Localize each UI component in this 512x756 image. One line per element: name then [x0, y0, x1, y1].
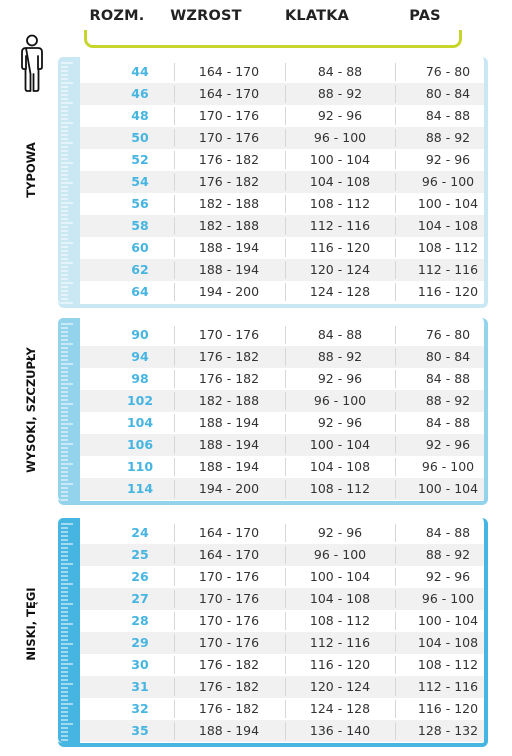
chest-cell: 136 - 140: [309, 723, 371, 738]
waist-cell: 112 - 116: [417, 262, 479, 277]
column-separator: [395, 239, 396, 257]
column-separator: [174, 261, 175, 279]
column-separator: [174, 195, 175, 213]
chest-cell: 108 - 112: [309, 481, 371, 496]
height-cell: 164 - 170: [198, 86, 260, 101]
height-cell: 170 - 176: [198, 327, 260, 342]
waist-cell: 116 - 120: [417, 701, 479, 716]
waist-cell: 116 - 120: [417, 284, 479, 299]
table-row: [80, 676, 484, 698]
chest-cell: 108 - 112: [309, 613, 371, 628]
column-separator: [174, 173, 175, 191]
size-cell: 52: [131, 152, 149, 167]
height-cell: 170 - 176: [198, 591, 260, 606]
waist-cell: 100 - 104: [417, 196, 479, 211]
column-separator: [285, 414, 286, 432]
header-bracket: [84, 30, 462, 48]
column-separator: [395, 63, 396, 81]
chest-cell: 112 - 116: [309, 635, 371, 650]
chest-cell: 92 - 96: [317, 525, 363, 540]
chest-cell: 92 - 96: [317, 108, 363, 123]
chest-cell: 96 - 100: [313, 130, 367, 145]
table-row: [80, 610, 484, 632]
chest-cell: 88 - 92: [317, 86, 363, 101]
table-row: [80, 215, 484, 237]
size-cell: 50: [131, 130, 149, 145]
column-separator: [285, 217, 286, 235]
size-cell: 35: [131, 723, 149, 738]
column-separator: [174, 612, 175, 630]
column-separator: [395, 370, 396, 388]
table-row: [80, 259, 484, 281]
table-row: [80, 522, 484, 544]
size-cell: 90: [131, 327, 149, 342]
chest-cell: 84 - 88: [317, 327, 363, 342]
person-icon: [18, 34, 46, 94]
column-separator: [174, 656, 175, 674]
column-separator: [285, 261, 286, 279]
column-separator: [395, 392, 396, 410]
waist-cell: 88 - 92: [425, 547, 471, 562]
column-separator: [395, 678, 396, 696]
chest-cell: 100 - 104: [309, 569, 371, 584]
size-group: [58, 57, 488, 308]
column-separator: [285, 326, 286, 344]
group-label: NISKI, TĘGI: [24, 587, 38, 661]
table-row: [80, 324, 484, 346]
column-header-height: WZROST: [170, 8, 242, 24]
column-separator: [174, 568, 175, 586]
height-cell: 164 - 170: [198, 525, 260, 540]
column-separator: [395, 151, 396, 169]
size-cell: 58: [131, 218, 149, 233]
height-cell: 176 - 182: [198, 349, 260, 364]
column-separator: [395, 129, 396, 147]
height-cell: 176 - 182: [198, 152, 260, 167]
column-separator: [285, 524, 286, 542]
size-cell: 114: [126, 481, 154, 496]
column-separator: [395, 107, 396, 125]
column-separator: [174, 370, 175, 388]
height-cell: 188 - 194: [198, 459, 260, 474]
column-separator: [285, 392, 286, 410]
height-cell: 182 - 188: [198, 393, 260, 408]
size-cell: 56: [131, 196, 149, 211]
size-cell: 98: [131, 371, 149, 386]
column-separator: [174, 392, 175, 410]
waist-cell: 88 - 92: [425, 130, 471, 145]
size-cell: 102: [126, 393, 154, 408]
chest-cell: 96 - 100: [313, 547, 367, 562]
waist-cell: 108 - 112: [417, 657, 479, 672]
column-separator: [285, 129, 286, 147]
column-separator: [285, 151, 286, 169]
column-separator: [174, 239, 175, 257]
ruler-strip: [58, 318, 80, 501]
column-separator: [395, 656, 396, 674]
column-separator: [395, 85, 396, 103]
column-separator: [285, 678, 286, 696]
column-separator: [395, 612, 396, 630]
column-header-chest: KLATKA: [284, 8, 350, 24]
column-separator: [395, 217, 396, 235]
column-separator: [395, 568, 396, 586]
height-cell: 194 - 200: [198, 481, 260, 496]
height-cell: 170 - 176: [198, 569, 260, 584]
height-cell: 164 - 170: [198, 64, 260, 79]
column-separator: [285, 700, 286, 718]
chest-cell: 120 - 124: [309, 679, 371, 694]
size-cell: 110: [126, 459, 154, 474]
size-group: [58, 318, 488, 505]
table-row: [80, 193, 484, 215]
height-cell: 164 - 170: [198, 547, 260, 562]
size-cell: 30: [131, 657, 149, 672]
ruler-strip: [58, 57, 80, 304]
size-cell: 28: [131, 613, 149, 628]
column-separator: [285, 458, 286, 476]
column-separator: [395, 195, 396, 213]
size-cell: 24: [131, 525, 149, 540]
chest-cell: 112 - 116: [309, 218, 371, 233]
waist-cell: 92 - 96: [425, 152, 471, 167]
column-header-waist: PAS: [409, 8, 441, 24]
height-cell: 188 - 194: [198, 240, 260, 255]
column-separator: [174, 722, 175, 740]
height-cell: 170 - 176: [198, 108, 260, 123]
table-row: [80, 83, 484, 105]
table-row: [80, 412, 484, 434]
table-row: [80, 478, 484, 500]
size-cell: 46: [131, 86, 149, 101]
waist-cell: 100 - 104: [417, 481, 479, 496]
column-separator: [395, 326, 396, 344]
column-separator: [395, 722, 396, 740]
table-row: [80, 390, 484, 412]
waist-cell: 84 - 88: [425, 525, 471, 540]
size-cell: 104: [126, 415, 154, 430]
size-cell: 64: [131, 284, 149, 299]
table-row: [80, 346, 484, 368]
group-label: TYPOWA: [24, 142, 38, 198]
column-separator: [174, 63, 175, 81]
waist-cell: 76 - 80: [425, 327, 471, 342]
waist-cell: 84 - 88: [425, 371, 471, 386]
column-separator: [285, 546, 286, 564]
column-separator: [395, 524, 396, 542]
table-row: [80, 61, 484, 83]
column-separator: [285, 722, 286, 740]
size-cell: 29: [131, 635, 149, 650]
column-separator: [285, 63, 286, 81]
size-group: [58, 518, 488, 747]
size-cell: 62: [131, 262, 149, 277]
size-cell: 31: [131, 679, 149, 694]
height-cell: 188 - 194: [198, 437, 260, 452]
height-cell: 188 - 194: [198, 723, 260, 738]
waist-cell: 96 - 100: [421, 174, 475, 189]
height-cell: 194 - 200: [198, 284, 260, 299]
column-separator: [285, 370, 286, 388]
column-separator: [285, 195, 286, 213]
ruler-strip: [58, 518, 80, 743]
chest-cell: 116 - 120: [309, 240, 371, 255]
table-row: [80, 588, 484, 610]
chest-cell: 92 - 96: [317, 371, 363, 386]
column-separator: [285, 239, 286, 257]
column-separator: [395, 546, 396, 564]
waist-cell: 76 - 80: [425, 64, 471, 79]
size-cell: 44: [131, 64, 149, 79]
table-row: [80, 720, 484, 742]
column-separator: [174, 151, 175, 169]
column-separator: [174, 326, 175, 344]
chest-cell: 104 - 108: [309, 174, 371, 189]
chest-cell: 84 - 88: [317, 64, 363, 79]
table-row: [80, 171, 484, 193]
waist-cell: 92 - 96: [425, 569, 471, 584]
waist-cell: 88 - 92: [425, 393, 471, 408]
table-row: [80, 368, 484, 390]
waist-cell: 84 - 88: [425, 108, 471, 123]
table-row: [80, 237, 484, 259]
column-separator: [174, 634, 175, 652]
waist-cell: 80 - 84: [425, 349, 471, 364]
table-row: [80, 434, 484, 456]
column-separator: [395, 348, 396, 366]
height-cell: 170 - 176: [198, 613, 260, 628]
size-cell: 94: [131, 349, 149, 364]
column-header-size: ROZM.: [89, 8, 145, 24]
column-separator: [174, 524, 175, 542]
column-separator: [174, 217, 175, 235]
height-cell: 176 - 182: [198, 679, 260, 694]
waist-cell: 104 - 108: [417, 635, 479, 650]
height-cell: 188 - 194: [198, 262, 260, 277]
height-cell: 182 - 188: [198, 218, 260, 233]
waist-cell: 112 - 116: [417, 679, 479, 694]
waist-cell: 108 - 112: [417, 240, 479, 255]
column-separator: [285, 480, 286, 498]
chest-cell: 100 - 104: [309, 152, 371, 167]
column-separator: [174, 436, 175, 454]
column-separator: [395, 634, 396, 652]
column-separator: [395, 590, 396, 608]
waist-cell: 104 - 108: [417, 218, 479, 233]
chest-cell: 116 - 120: [309, 657, 371, 672]
column-separator: [285, 173, 286, 191]
chest-cell: 124 - 128: [309, 284, 371, 299]
column-separator: [285, 568, 286, 586]
size-cell: 60: [131, 240, 149, 255]
column-separator: [285, 436, 286, 454]
chest-cell: 100 - 104: [309, 437, 371, 452]
column-separator: [395, 458, 396, 476]
chest-cell: 120 - 124: [309, 262, 371, 277]
column-separator: [174, 107, 175, 125]
size-cell: 25: [131, 547, 149, 562]
table-row: [80, 105, 484, 127]
size-cell: 32: [131, 701, 149, 716]
size-cell: 48: [131, 108, 149, 123]
size-cell: 26: [131, 569, 149, 584]
column-separator: [174, 700, 175, 718]
chest-cell: 88 - 92: [317, 349, 363, 364]
table-row: [80, 127, 484, 149]
column-separator: [174, 590, 175, 608]
waist-cell: 128 - 132: [417, 723, 479, 738]
size-cell: 106: [126, 437, 154, 452]
column-separator: [395, 414, 396, 432]
column-separator: [174, 348, 175, 366]
column-separator: [174, 129, 175, 147]
height-cell: 176 - 182: [198, 701, 260, 716]
column-separator: [174, 283, 175, 301]
column-separator: [395, 261, 396, 279]
height-cell: 182 - 188: [198, 196, 260, 211]
chest-cell: 108 - 112: [309, 196, 371, 211]
group-label: WYSOKI, SZCZUPŁY: [24, 347, 38, 473]
column-separator: [395, 700, 396, 718]
table-row: [80, 632, 484, 654]
table-row: [80, 456, 484, 478]
waist-cell: 84 - 88: [425, 415, 471, 430]
column-separator: [174, 458, 175, 476]
column-separator: [174, 85, 175, 103]
height-cell: 176 - 182: [198, 371, 260, 386]
column-separator: [395, 173, 396, 191]
table-row: [80, 654, 484, 676]
height-cell: 170 - 176: [198, 635, 260, 650]
waist-cell: 96 - 100: [421, 591, 475, 606]
table-row: [80, 566, 484, 588]
chest-cell: 124 - 128: [309, 701, 371, 716]
size-cell: 27: [131, 591, 149, 606]
height-cell: 176 - 182: [198, 657, 260, 672]
column-separator: [174, 546, 175, 564]
chest-cell: 92 - 96: [317, 415, 363, 430]
height-cell: 170 - 176: [198, 130, 260, 145]
column-separator: [285, 107, 286, 125]
column-separator: [285, 634, 286, 652]
column-separator: [285, 612, 286, 630]
column-separator: [174, 480, 175, 498]
size-cell: 54: [131, 174, 149, 189]
waist-cell: 92 - 96: [425, 437, 471, 452]
table-row: [80, 281, 484, 303]
chest-cell: 104 - 108: [309, 459, 371, 474]
column-separator: [285, 348, 286, 366]
table-row: [80, 698, 484, 720]
chest-cell: 96 - 100: [313, 393, 367, 408]
column-separator: [395, 480, 396, 498]
height-cell: 176 - 182: [198, 174, 260, 189]
column-separator: [174, 678, 175, 696]
waist-cell: 100 - 104: [417, 613, 479, 628]
column-separator: [395, 283, 396, 301]
column-separator: [174, 414, 175, 432]
table-row: [80, 149, 484, 171]
column-separator: [285, 85, 286, 103]
table-header: [0, 0, 512, 56]
column-separator: [285, 283, 286, 301]
waist-cell: 80 - 84: [425, 86, 471, 101]
height-cell: 188 - 194: [198, 415, 260, 430]
table-row: [80, 544, 484, 566]
column-separator: [395, 436, 396, 454]
chest-cell: 104 - 108: [309, 591, 371, 606]
column-separator: [285, 590, 286, 608]
column-separator: [285, 656, 286, 674]
waist-cell: 96 - 100: [421, 459, 475, 474]
